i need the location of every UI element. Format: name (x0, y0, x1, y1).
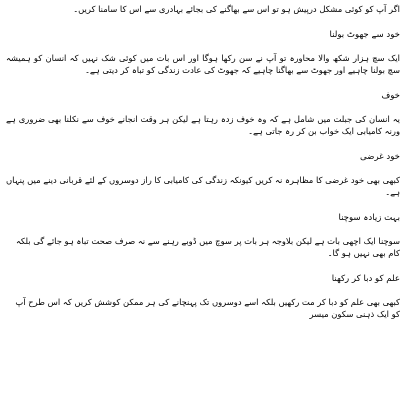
heading-fear: خوف (381, 91, 400, 101)
heading-overthinking: بہت زیادہ سوچنا (338, 213, 400, 223)
heading-lying-to-self: خود سے جھوٹ بولنا (329, 30, 400, 40)
heading-selfishness: خود غرضی (359, 152, 400, 162)
paragraph-hiding-knowledge: کبھی بھی علم کو دبا کر مت رکھیں بلکہ اسے دوسروں تک پہنچانے کی ہر ممکن کوشش کریں کہ اس طرح آپ کو ایک ذہنی سکون میسر (15, 297, 400, 319)
heading-hiding-knowledge: علم کو دبا کر رکھنا (331, 274, 400, 284)
paragraph-selfishness: کبھی بھی خود غرضی کا مظاہرہ نہ کریں کیونکہ زندگی کی کامیابی کا راز دوسروں کے لئے قربانی دینے میں پنہاں ہے۔ (6, 175, 400, 197)
paragraph-fear: یہ انسان کی جبلت میں شامل ہے کہ وہ خوف زدہ رہتا ہے لیکن ہر وقت انجانے خوف سے نکلنا بھی ضروری ہے ورنہ کامیابی ایک خواب بن کر رہ جاتی ہے۔ (6, 114, 400, 136)
paragraph-overthinking: سوچنا ایک اچھی بات ہے لیکن بلاوجہ ہر بات پر سوچ میں ڈوبے رہنے سے نہ صرف صحت تباہ ہو جائے گی بلکہ کام بھی نہیں ہو گا۔ (15, 236, 400, 258)
paragraph-lying-to-self: ایک سچ ہزار شکھ والا محاورہ تو آپ نے سن رکھا ہوگا اور اس بات میں کوئی شک نہیں کہ انسان کو ہمیشہ سچ بولنا چاہیے اور جھوٹ سے بھاگنا چاہیے کہ جھوٹ کی عادت زندگی کو تباہ کر دیتی ہے۔ (6, 53, 400, 75)
intro-paragraph: اگر آپ کو کوئی مشکل درپیش ہو تو اس سے بھاگنے کی بجائے بہادری سے اس کا سامنا کریں۔ (73, 4, 400, 14)
